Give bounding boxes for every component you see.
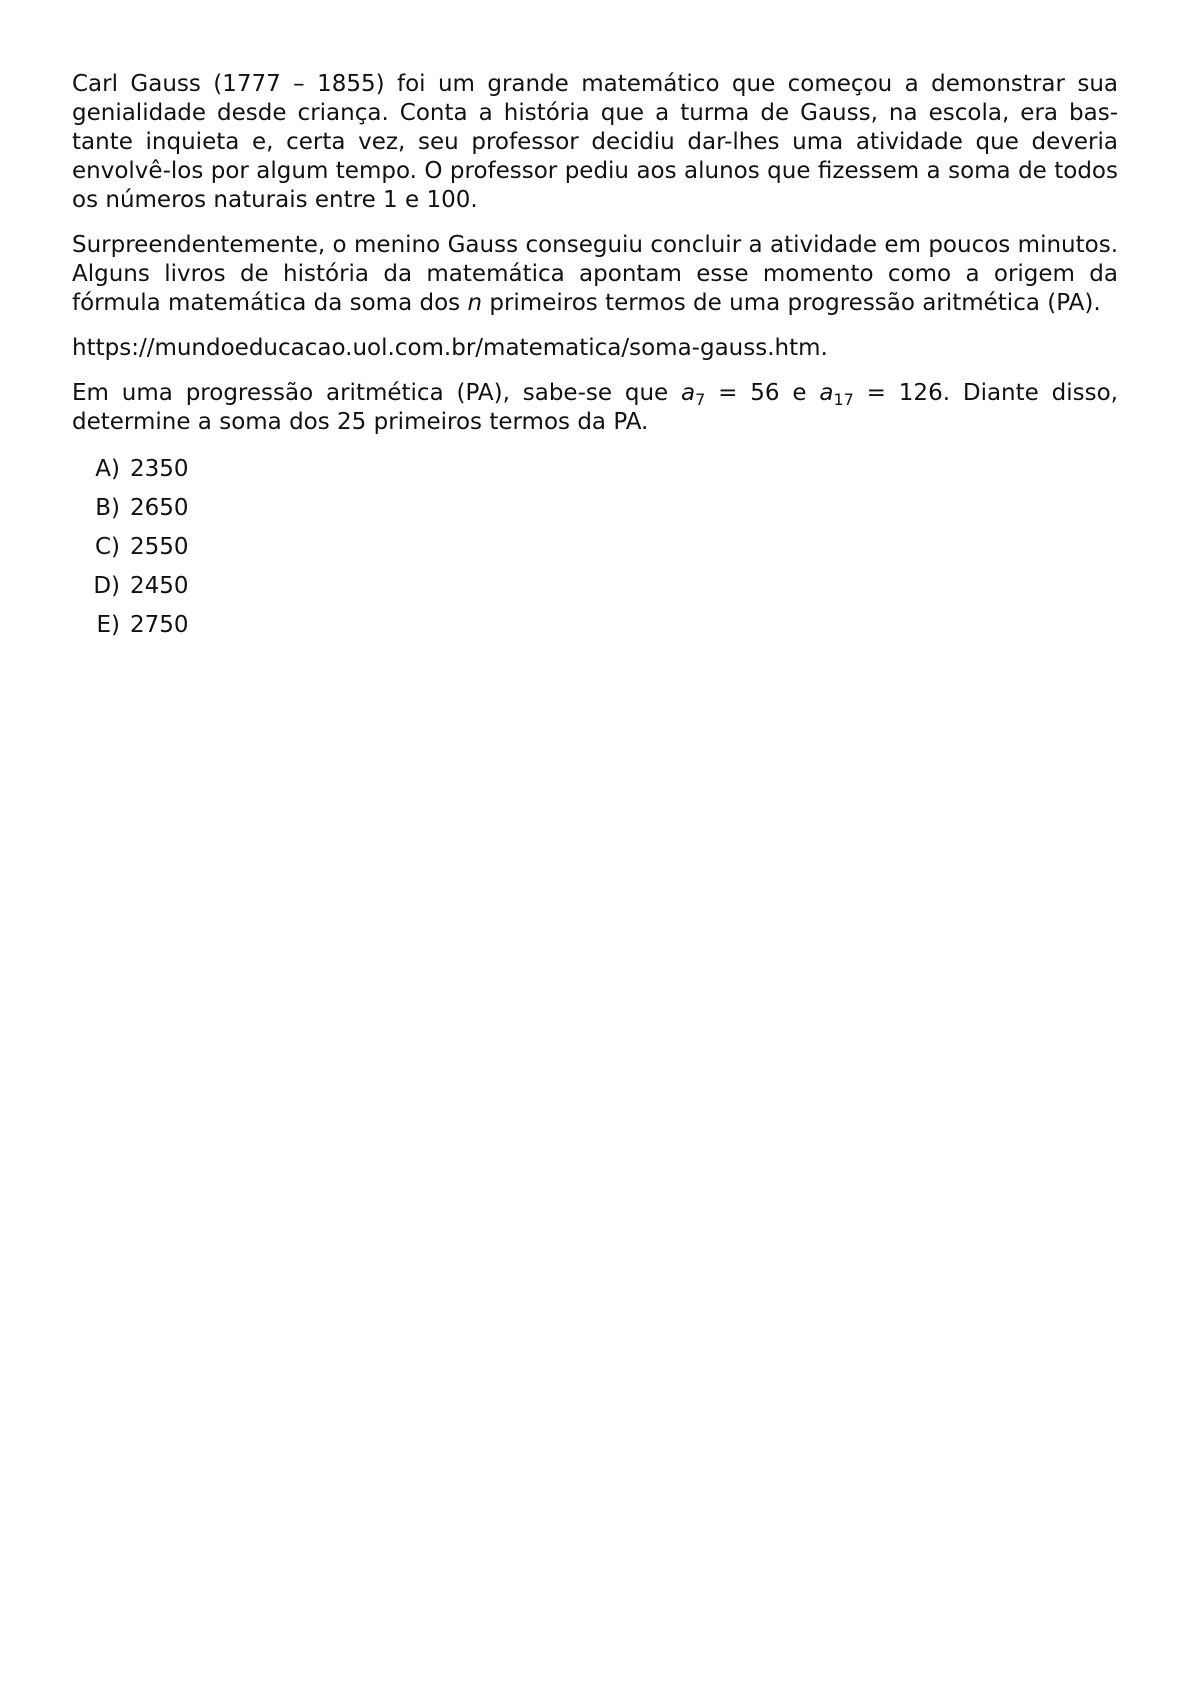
intro-paragraph-2-text-start: Surpreendentemente, o menino Gauss conseguiu concluir a atividade em poucos minutos. Alguns livros de história da matemática apontam esse momento como a origem da fórmula matemática da soma dos [72,232,1118,316]
option-value: 2650 [130,495,189,521]
option-d[interactable] [72,572,1118,611]
question-statement [72,379,1118,437]
intro-paragraph-2 [72,231,1118,318]
question-text-start: Em uma progressão aritmética (PA), sabe-se que [72,380,682,406]
subscript-7: 7 [695,390,706,409]
question-text-middle: = 56 e [705,380,820,406]
answer-options [72,455,1118,650]
option-e[interactable] [72,611,1118,650]
math-variable-n: n [467,290,483,316]
math-variable-a7: a [681,380,696,406]
document-page [72,70,1118,650]
option-b[interactable] [72,494,1118,533]
source-url: https://mundoeducacao.uol.com.br/matematica/soma-gauss.htm. [72,335,828,361]
question-text-end: = 126. Diante disso, determine a soma dos 25 primeiros termos da PA. [72,380,1118,435]
option-letter: E) [96,612,120,638]
option-letter: C) [94,534,120,560]
option-c[interactable] [72,533,1118,572]
subscript-17: 17 [833,390,854,409]
option-value: 2450 [130,573,189,599]
option-value: 2350 [130,456,189,482]
intro-paragraph-1: Carl Gauss (1777 – 1855) foi um grande matemático que começou a demonstrar sua genialidade desde criança. Conta a história que a turma de Gauss, na escola, era bastante inquieta e, certa vez, seu professor decidiu dar-lhes uma atividade que deveria envolvê-los por algum tempo. O professor pediu aos alunos que fizessem a soma de todos os números naturais entre 1 e 100. [72,71,1118,213]
option-value: 2550 [130,534,189,560]
math-variable-a17: a [819,380,834,406]
option-letter: A) [95,456,120,482]
option-letter: D) [93,573,120,599]
option-a[interactable] [72,455,1118,494]
option-value: 2750 [130,612,189,638]
option-letter: B) [95,495,120,521]
intro-paragraph-2-text-end: primeiros termos de uma progressão aritmética (PA). [482,290,1101,316]
